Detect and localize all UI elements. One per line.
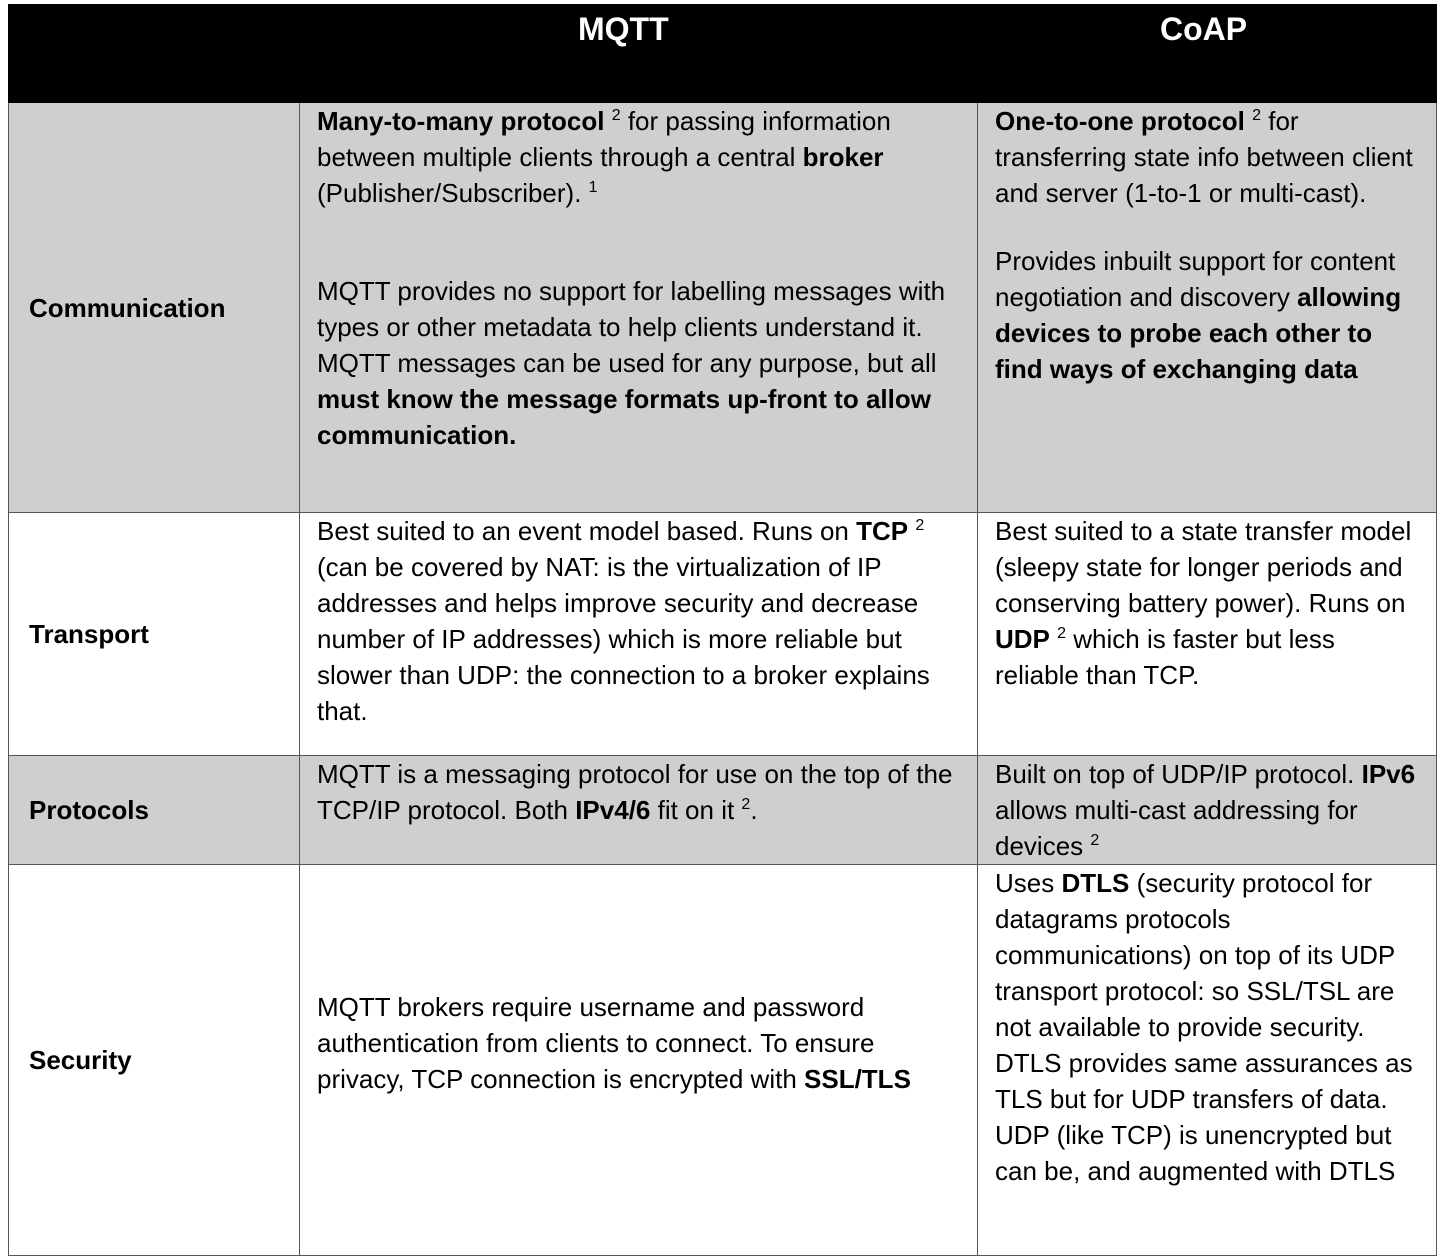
bold-text: UDP: [995, 624, 1050, 654]
text: (Publisher/Subscriber).: [317, 178, 589, 208]
spacer: [995, 211, 1422, 243]
row-label-communication: Communication: [9, 103, 300, 513]
row-protocols: [9, 756, 1437, 865]
security-mqtt-text: [317, 989, 963, 1097]
footnote-ref: 2: [1090, 832, 1100, 849]
bold-text: SSL/TLS: [804, 1064, 911, 1094]
text: which is faster but less reliable than TCP.: [995, 624, 1335, 690]
bold-text: IPv6: [1361, 759, 1416, 789]
text: Built on top of UDP/IP protocol.: [995, 759, 1362, 789]
text: Uses: [995, 868, 1062, 898]
bold-text: TCP: [856, 516, 909, 546]
communication-mqtt-para2: [317, 273, 963, 453]
header-coap: CoAP: [978, 5, 1437, 103]
protocols-mqtt-cell: [300, 756, 978, 865]
transport-coap-text: [995, 513, 1422, 693]
row-label-security: Security: [9, 865, 300, 1256]
text: MQTT is a messaging protocol for use on the top of the TCP/IP protocol. Both: [317, 759, 953, 825]
text: Best suited to a state transfer model (sleepy state for longer periods and conserving battery power). Runs on: [995, 516, 1412, 618]
security-coap-cell: [978, 865, 1437, 1256]
footnote-ref: 2: [1252, 107, 1261, 124]
footnote-ref: 2: [611, 107, 621, 124]
comparison-table: [8, 4, 1437, 1256]
text: allows multi-cast addressing for devices: [995, 795, 1358, 861]
bold-text: must know the message formats up-front to allow communication.: [317, 384, 931, 450]
text: for passing information between multiple clients through a central: [317, 106, 891, 172]
text: MQTT brokers require username and password authentication from clients to connect. To ensure privacy, TCP connection is encrypted with: [317, 992, 875, 1094]
header-row: [9, 5, 1437, 103]
footnote-ref: 2: [1057, 625, 1067, 642]
row-label-transport: Transport: [9, 513, 300, 756]
bold-text: allowing devices to probe each other to find ways of exchanging data: [995, 282, 1402, 384]
protocols-mqtt-text: [317, 756, 963, 828]
footnote-ref: 2: [915, 517, 925, 534]
footnote-ref: 2: [741, 796, 751, 813]
bold-text: IPv4/6: [575, 795, 651, 825]
text: .: [750, 795, 758, 825]
header-mqtt: MQTT: [300, 5, 978, 103]
text: fit on it: [650, 795, 742, 825]
security-coap-text: [995, 865, 1422, 1189]
row-label-protocols: Protocols: [9, 756, 300, 865]
bold-text: DTLS: [1061, 868, 1130, 898]
protocols-coap-cell: [978, 756, 1437, 865]
row-communication: [9, 103, 1437, 513]
header-blank-cell: [9, 5, 300, 103]
protocols-coap-text: [995, 756, 1422, 864]
text: for transferring state info between client and server (1-to-1 or multi-cast).: [995, 106, 1413, 208]
spacer: [317, 211, 963, 273]
text: MQTT provides no support for labelling messages with types or other metadata to help clients understand it. MQTT messages can be used for any purpose, but all: [317, 276, 946, 378]
communication-mqtt-cell: [300, 103, 978, 513]
communication-coap-cell: [978, 103, 1437, 513]
text: (security protocol for datagrams protocols communications) on top of its UDP transport protocol: so SSL/TSL are not available to provide security. DTLS provides same assurances as TLS but for UDP transfers of data. UDP (like TCP) is unencrypted but can be, and augmented with DTLS: [995, 868, 1413, 1186]
communication-coap-para1: [995, 103, 1422, 211]
text: Provides inbuilt support for content negotiation and discovery: [995, 246, 1396, 312]
security-mqtt-cell: [300, 865, 978, 1256]
row-transport: [9, 513, 1437, 756]
bold-text: broker: [802, 142, 884, 172]
transport-mqtt-text: [317, 513, 963, 729]
text: Best suited to an event model based. Runs on: [317, 516, 857, 546]
bold-text: Many-to-many protocol: [317, 106, 605, 136]
text: (can be covered by NAT: is the virtualization of IP addresses and helps improve security and decrease number of IP addresses) which is more reliable but slower than UDP: the connection to a broker explains that.: [317, 552, 930, 726]
transport-mqtt-cell: [300, 513, 978, 756]
communication-mqtt-para1: [317, 103, 963, 211]
communication-coap-para2: [995, 243, 1422, 387]
footnote-ref: 1: [588, 179, 598, 196]
row-security: [9, 865, 1437, 1256]
bold-text: One-to-one protocol: [995, 106, 1245, 136]
transport-coap-cell: [978, 513, 1437, 756]
